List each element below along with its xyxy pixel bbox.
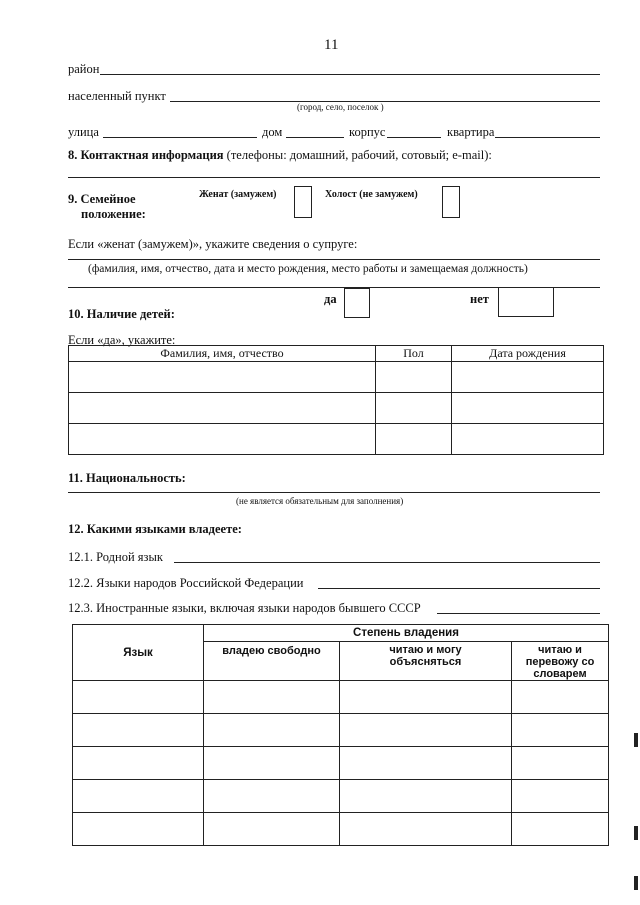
table-row (73, 813, 609, 846)
children-prompt: Если «да», укажите: (68, 333, 176, 347)
table-row (73, 714, 609, 747)
languages-proficiency-header: Степень владения (204, 625, 609, 642)
house-label: дом (262, 125, 283, 139)
language-dictionary-cell[interactable] (512, 681, 609, 714)
single-label: Холост (не замужем) (325, 189, 418, 200)
single-checkbox[interactable] (442, 186, 460, 218)
native-language-field[interactable] (174, 562, 600, 563)
language-conversational-cell[interactable] (340, 780, 512, 813)
table-row (73, 780, 609, 813)
contact-heading: 8. Контактная информация (68, 148, 224, 162)
language-dictionary-cell[interactable] (512, 780, 609, 813)
contact-field[interactable] (68, 177, 600, 178)
languages-table (72, 624, 609, 846)
contact-section (68, 148, 492, 163)
language-fluent-cell[interactable] (204, 714, 340, 747)
language-name-cell[interactable] (73, 681, 204, 714)
children-col-gender: Пол (376, 346, 452, 362)
children-name-cell[interactable] (69, 393, 376, 424)
spouse-field-1[interactable] (68, 259, 600, 260)
house-field[interactable] (286, 137, 344, 138)
languages-col-fluent: владею свободно (204, 642, 340, 681)
spouse-hint: (фамилия, имя, отчество, дата и место рождения, место работы и замещаемая должность) (88, 263, 528, 275)
children-name-cell[interactable] (69, 362, 376, 393)
scan-edge-mark (634, 876, 638, 890)
table-row (69, 424, 604, 455)
contact-hint: (телефоны: домашний, рабочий, сотовый; e-mail): (226, 148, 492, 162)
language-fluent-cell[interactable] (204, 813, 340, 846)
language-conversational-cell[interactable] (340, 813, 512, 846)
language-name-cell[interactable] (73, 780, 204, 813)
family-heading-line1: 9. Семейное (68, 192, 136, 206)
languages-col-conversational: читаю и могу объясняться (340, 642, 512, 681)
children-gender-cell[interactable] (376, 362, 452, 393)
settlement-field[interactable] (170, 101, 600, 102)
language-dictionary-cell[interactable] (512, 714, 609, 747)
language-dictionary-cell[interactable] (512, 813, 609, 846)
apartment-label: квартира (447, 125, 495, 139)
table-row (73, 681, 609, 714)
children-birthdate-cell[interactable] (452, 362, 604, 393)
table-row (73, 747, 609, 780)
children-name-cell[interactable] (69, 424, 376, 455)
native-language-label: 12.1. Родной язык (68, 550, 163, 564)
children-gender-cell[interactable] (376, 393, 452, 424)
spouse-prompt: Если «женат (замужем)», укажите сведения о супруге: (68, 237, 358, 251)
russian-fed-languages-field[interactable] (318, 588, 600, 589)
nationality-field[interactable] (68, 492, 600, 493)
page-number: 11 (324, 37, 339, 53)
table-row (69, 362, 604, 393)
language-conversational-cell[interactable] (340, 714, 512, 747)
language-name-cell[interactable] (73, 813, 204, 846)
children-gender-cell[interactable] (376, 424, 452, 455)
languages-col-language: Язык (73, 625, 204, 681)
language-conversational-cell[interactable] (340, 681, 512, 714)
language-name-cell[interactable] (73, 714, 204, 747)
building-field[interactable] (387, 137, 441, 138)
foreign-languages-label: 12.3. Иностранные языки, включая языки народов бывшего СССР (68, 601, 421, 615)
apartment-field[interactable] (495, 137, 600, 138)
nationality-heading: 11. Национальность: (68, 471, 186, 485)
district-label: район (68, 62, 100, 76)
russian-fed-languages-label: 12.2. Языки народов Российской Федерации (68, 576, 304, 590)
language-fluent-cell[interactable] (204, 780, 340, 813)
married-label: Женат (замужем) (199, 189, 277, 200)
children-col-birthdate: Дата рождения (452, 346, 604, 362)
children-yes-label: да (324, 292, 337, 306)
children-yes-checkbox[interactable] (344, 288, 370, 318)
nationality-hint: (не является обязательным для заполнения) (236, 496, 404, 506)
settlement-hint: (город, село, поселок ) (297, 102, 384, 112)
language-name-cell[interactable] (73, 747, 204, 780)
language-fluent-cell[interactable] (204, 681, 340, 714)
languages-heading: 12. Какими языками владеете: (68, 522, 242, 536)
family-heading-line2: положение: (81, 207, 146, 221)
scan-edge-mark (634, 826, 638, 840)
children-no-label: нет (470, 292, 489, 306)
children-table (68, 345, 604, 455)
building-label: корпус (349, 125, 386, 139)
children-no-checkbox[interactable] (498, 287, 554, 317)
language-dictionary-cell[interactable] (512, 747, 609, 780)
language-conversational-cell[interactable] (340, 747, 512, 780)
foreign-languages-field[interactable] (437, 613, 600, 614)
children-col-name: Фамилия, имя, отчество (69, 346, 376, 362)
district-field[interactable] (100, 74, 600, 75)
languages-col-dictionary: читаю и перевожу со словарем (512, 642, 609, 681)
children-birthdate-cell[interactable] (452, 424, 604, 455)
scan-edge-mark (634, 733, 638, 747)
children-birthdate-cell[interactable] (452, 393, 604, 424)
settlement-label: населенный пункт (68, 89, 166, 103)
children-heading: 10. Наличие детей: (68, 307, 175, 321)
street-label: улица (68, 125, 99, 139)
street-field[interactable] (103, 137, 257, 138)
language-fluent-cell[interactable] (204, 747, 340, 780)
table-row (69, 393, 604, 424)
married-checkbox[interactable] (294, 186, 312, 218)
